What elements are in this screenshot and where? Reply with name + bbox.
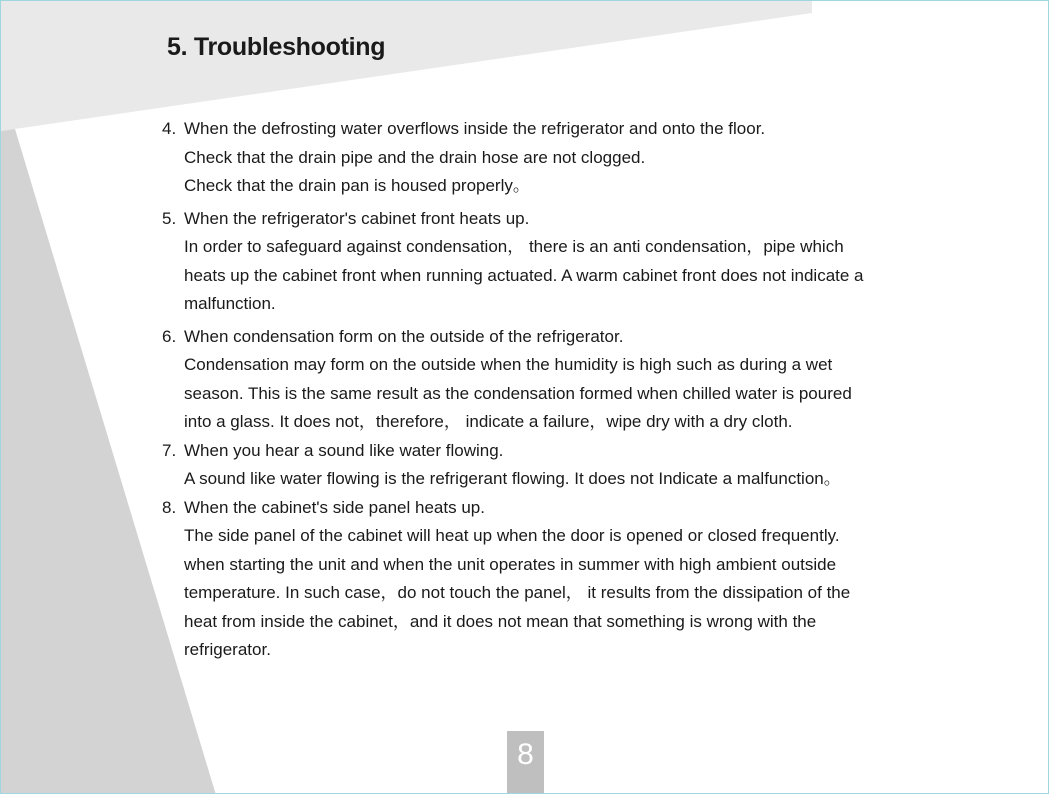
- list-item: [162, 205, 992, 319]
- item-body: [184, 233, 992, 319]
- body-line: refrigerator.: [184, 640, 271, 659]
- list-item: [162, 115, 992, 201]
- body-line: malfunction.: [184, 294, 276, 313]
- list-item: [162, 437, 992, 494]
- item-number: 8.: [162, 497, 177, 517]
- body-line: Check that the drain pan is housed properly。: [184, 176, 530, 195]
- item-title: When the defrosting water overflows inside the refrigerator and onto the floor.: [184, 119, 766, 138]
- body-line: heats up the cabinet front when running actuated. A warm cabinet front does not indicate a: [184, 265, 864, 285]
- page-number-box: [507, 731, 544, 794]
- item-number: 4.: [162, 119, 177, 138]
- body-line: season. This is the same result as the condensation formed when chilled water is poured: [184, 383, 852, 403]
- item-number: 6.: [162, 326, 177, 346]
- item-body: [184, 144, 992, 201]
- item-heading: [162, 437, 992, 466]
- list-item: [162, 494, 992, 665]
- top-band-shape: [1, 1, 812, 131]
- item-title: When the cabinet's side panel heats up.: [184, 497, 485, 517]
- item-heading: [162, 115, 992, 144]
- body-line: when starting the unit and when the unit operates in summer with high ambient outside: [184, 554, 837, 574]
- item-title: When condensation form on the outside of the refrigerator.: [184, 326, 624, 346]
- item-body: [184, 351, 992, 437]
- troubleshooting-list: [162, 115, 992, 665]
- item-number: 7.: [162, 440, 177, 460]
- body-line: The side panel of the cabinet will heat up when the door is opened or closed frequently.: [184, 526, 840, 545]
- item-title: When the refrigerator's cabinet front heats up.: [184, 208, 530, 228]
- page-title: 5. Troubleshooting: [167, 33, 386, 61]
- item-heading: [162, 323, 992, 352]
- body-line: In order to safeguard against condensation， there is an anti condensation，pipe which: [184, 237, 844, 256]
- item-body: [184, 522, 992, 665]
- item-heading: [162, 205, 992, 234]
- body-line: into a glass. It does not，therefore， indicate a failure，wipe dry with a dry cloth.: [184, 412, 793, 431]
- item-number: 5.: [162, 208, 177, 228]
- body-line: Condensation may form on the outside when the humidity is high such as during a wet: [184, 355, 833, 374]
- body-line: heat from inside the cabinet，and it does not mean that something is wrong with the: [184, 611, 817, 631]
- page-number: 8: [517, 738, 534, 771]
- body-line: A sound like water flowing is the refrigerant flowing. It does not Indicate a malfunction。: [184, 469, 841, 488]
- body-line: temperature. In such case，do not touch the panel， it results from the dissipation of the: [184, 583, 851, 602]
- item-title: When you hear a sound like water flowing.: [184, 440, 504, 460]
- body-line: Check that the drain pipe and the drain hose are not clogged.: [184, 147, 646, 167]
- item-body: [184, 465, 992, 494]
- item-heading: [162, 494, 992, 523]
- list-item: [162, 323, 992, 437]
